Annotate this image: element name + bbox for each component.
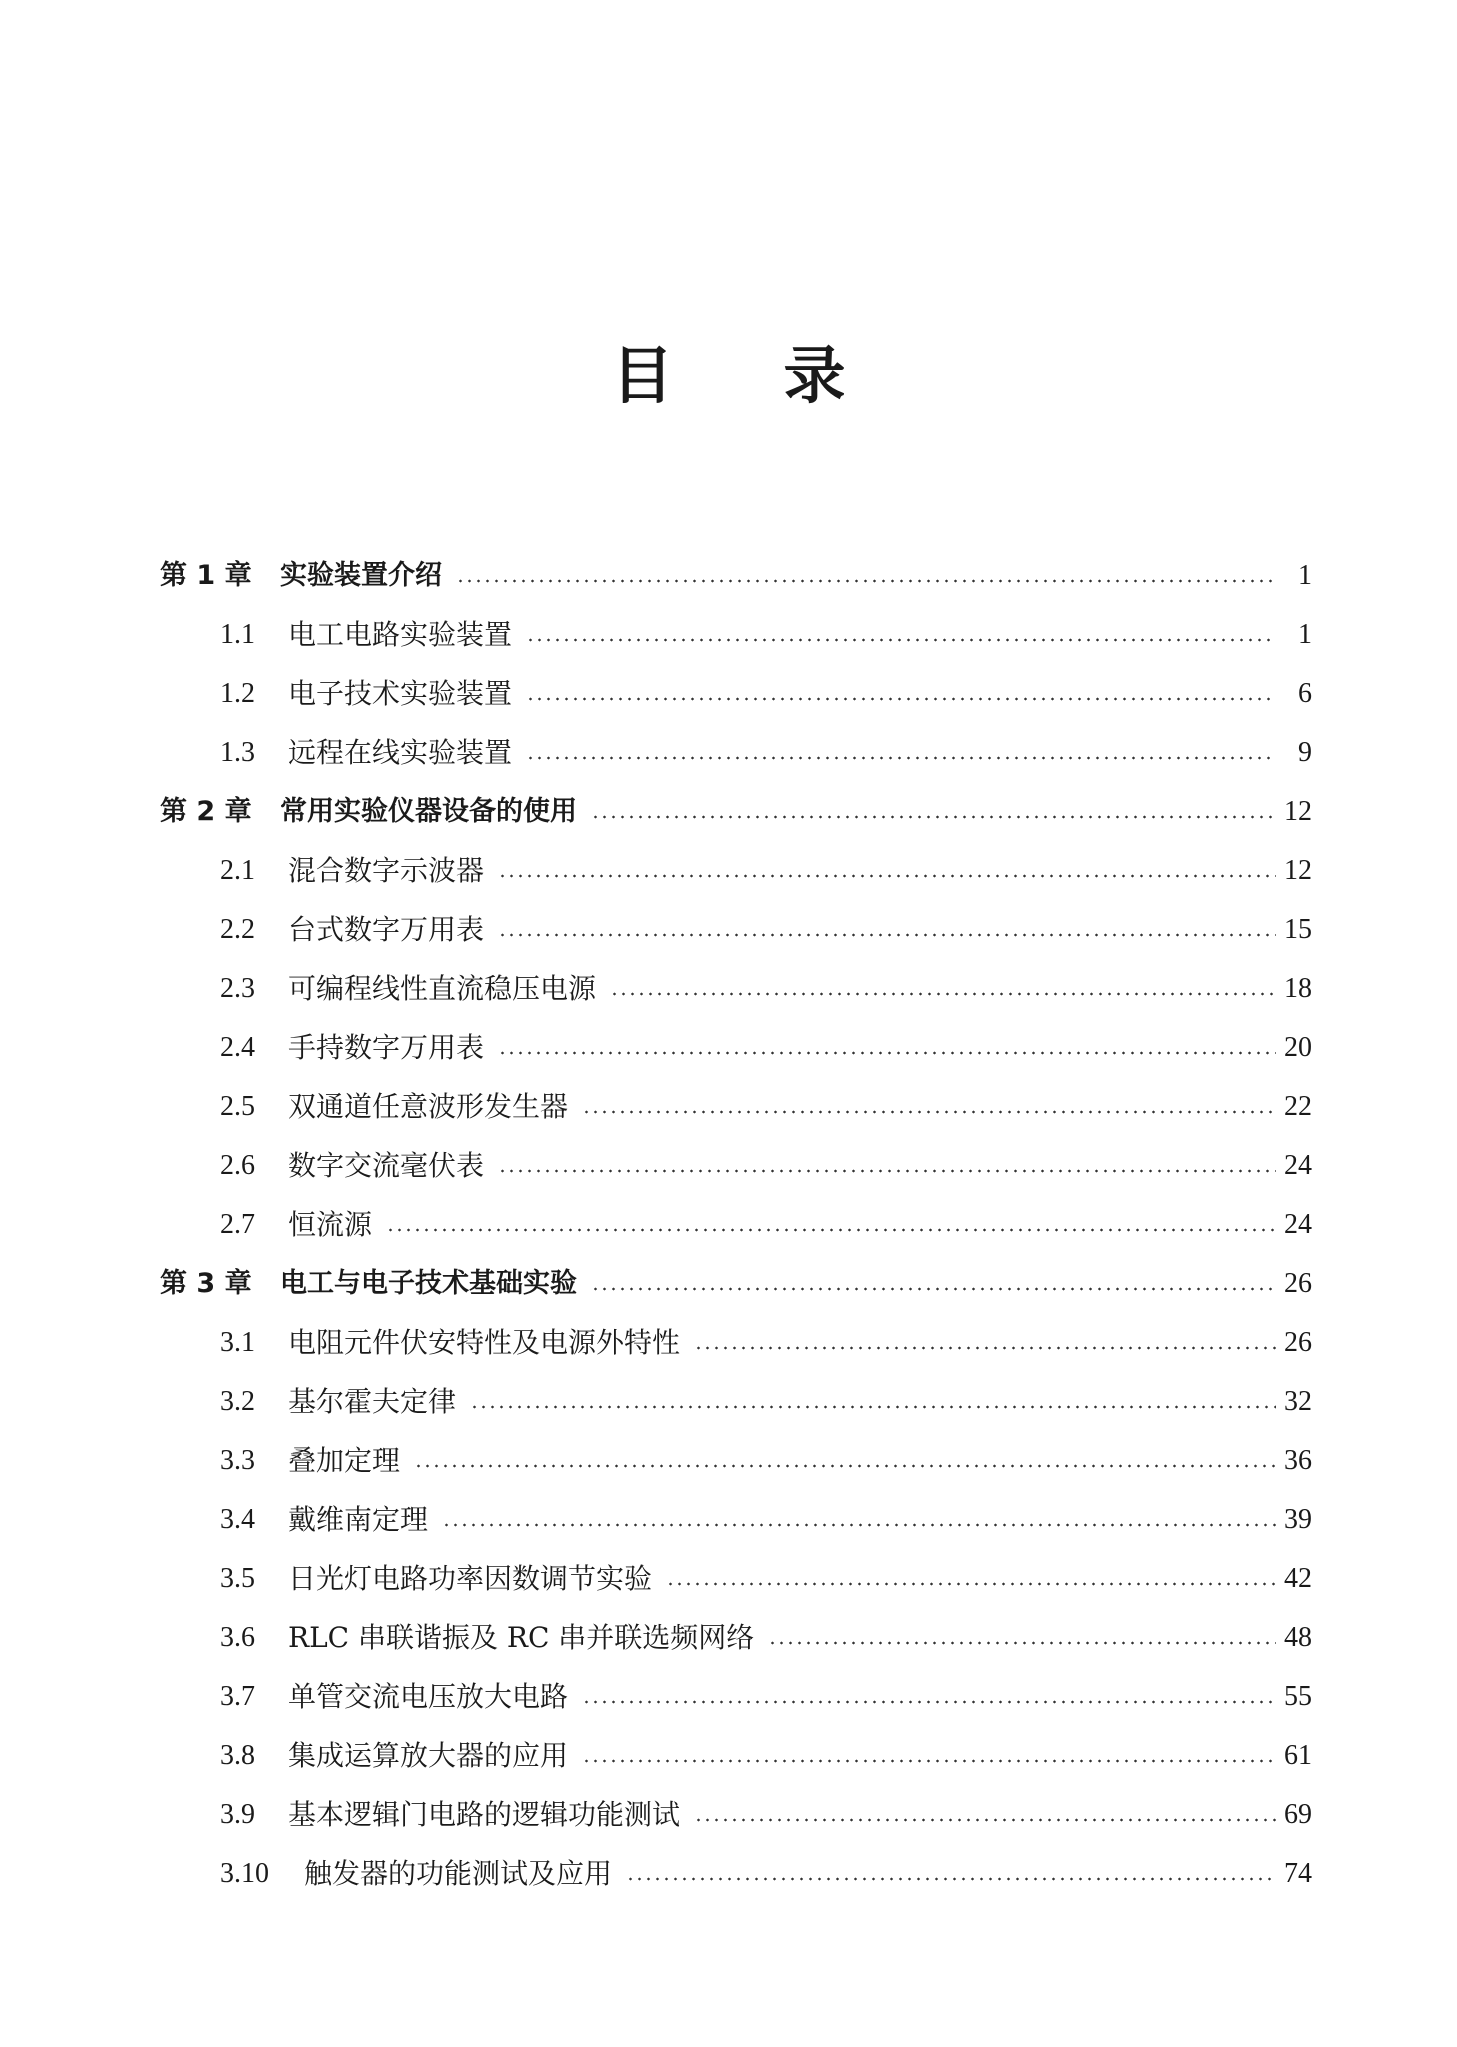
page-title-char-1: 目 [611, 339, 674, 412]
toc-page-number: 18 [1284, 972, 1312, 1004]
toc-section-3-2[interactable] [160, 1372, 1312, 1431]
toc-label: 台式数字万用表 [288, 912, 485, 946]
toc-leader-dots [526, 638, 1276, 642]
toc-leader-dots [498, 933, 1276, 937]
toc-label: 远程在线实验装置 [288, 735, 513, 769]
toc-section-2-6[interactable] [160, 1136, 1312, 1195]
toc-number: 3.1 [220, 1326, 255, 1358]
toc-number: 1.1 [220, 618, 255, 650]
toc-section-2-1[interactable] [160, 841, 1312, 900]
toc-leader-dots [626, 1877, 1276, 1881]
toc-leader-dots [414, 1464, 1276, 1468]
toc-page-number: 74 [1284, 1857, 1312, 1889]
toc-number: 2.4 [220, 1031, 255, 1063]
toc-section-1-2[interactable] [160, 664, 1312, 723]
toc-section-1-3[interactable] [160, 723, 1312, 782]
toc-page-number: 24 [1284, 1149, 1312, 1181]
toc-leader-dots [442, 1523, 1276, 1527]
toc-label: 恒流源 [288, 1207, 373, 1241]
toc-section-3-3[interactable] [160, 1431, 1312, 1490]
toc-leader-dots [582, 1110, 1276, 1114]
toc-leader-dots [526, 756, 1276, 760]
toc-section-2-3[interactable] [160, 959, 1312, 1018]
toc-section-1-1[interactable] [160, 605, 1312, 664]
toc-label: 可编程线性直流稳压电源 [288, 971, 597, 1005]
toc-page-number: 22 [1284, 1090, 1312, 1122]
toc-number: 1.3 [220, 736, 255, 768]
toc-section-3-7[interactable] [160, 1667, 1312, 1726]
toc-label: 基本逻辑门电路的逻辑功能测试 [288, 1797, 681, 1831]
toc-label: 单管交流电压放大电路 [288, 1679, 569, 1713]
toc-page-number: 20 [1284, 1031, 1312, 1063]
toc-number: 2.5 [220, 1090, 255, 1122]
toc-page-number: 1 [1298, 559, 1312, 591]
toc-number: 第 1 章 [160, 560, 252, 591]
toc-label: 集成运算放大器的应用 [288, 1738, 569, 1772]
page-title-char-2: 录 [783, 339, 846, 412]
toc-number: 第 3 章 [160, 1268, 252, 1299]
toc-page-number: 48 [1284, 1621, 1312, 1653]
toc-page-number: 39 [1284, 1503, 1312, 1535]
toc-leader-dots [694, 1818, 1276, 1822]
toc-section-2-5[interactable] [160, 1077, 1312, 1136]
toc-page-number: 26 [1284, 1326, 1312, 1358]
toc-label: RLC 串联谐振及 RC 串并联选频网络 [288, 1620, 755, 1654]
toc-leader-dots [582, 1700, 1276, 1704]
toc-page-number: 15 [1284, 913, 1312, 945]
toc-page-number: 36 [1284, 1444, 1312, 1476]
toc-page-number: 12 [1284, 854, 1312, 886]
toc-number: 2.6 [220, 1149, 255, 1181]
toc-leader-dots [456, 579, 1276, 583]
toc-number: 2.1 [220, 854, 255, 886]
toc-label: 戴维南定理 [288, 1502, 429, 1536]
toc-page-number: 1 [1298, 618, 1312, 650]
toc-number: 3.4 [220, 1503, 255, 1535]
page-title [0, 339, 1457, 412]
toc-section-3-10[interactable] [160, 1844, 1312, 1903]
toc-leader-dots [386, 1228, 1276, 1232]
toc-label: 双通道任意波形发生器 [288, 1089, 569, 1123]
toc-label: 手持数字万用表 [288, 1030, 485, 1064]
toc-leader-dots [582, 1759, 1276, 1763]
toc-section-3-8[interactable] [160, 1726, 1312, 1785]
toc-label: 混合数字示波器 [288, 853, 485, 887]
toc-section-2-4[interactable] [160, 1018, 1312, 1077]
toc-number: 3.2 [220, 1385, 255, 1417]
toc-number: 3.3 [220, 1444, 255, 1476]
toc-leader-dots [666, 1582, 1276, 1586]
toc-label: 电工与电子技术基础实验 [280, 1268, 577, 1299]
toc-section-3-1[interactable] [160, 1313, 1312, 1372]
toc-chapter-3[interactable] [160, 1254, 1312, 1313]
toc-leader-dots [498, 874, 1276, 878]
toc-page-number: 55 [1284, 1680, 1312, 1712]
toc-leader-dots [470, 1405, 1276, 1409]
toc-number: 3.5 [220, 1562, 255, 1594]
toc-label: 日光灯电路功率因数调节实验 [288, 1561, 653, 1595]
toc-label: 叠加定理 [288, 1443, 401, 1477]
toc-leader-dots [591, 1287, 1276, 1291]
toc-label: 实验装置介绍 [280, 560, 442, 591]
toc-chapter-1[interactable] [160, 546, 1312, 605]
toc-number: 1.2 [220, 677, 255, 709]
toc-label: 触发器的功能测试及应用 [304, 1856, 613, 1890]
toc-label: 常用实验仪器设备的使用 [280, 796, 577, 827]
toc-section-2-7[interactable] [160, 1195, 1312, 1254]
toc-chapter-2[interactable] [160, 782, 1312, 841]
toc-section-3-6[interactable] [160, 1608, 1312, 1667]
toc-number: 第 2 章 [160, 796, 252, 827]
toc-page-number: 9 [1298, 736, 1312, 768]
toc-number: 3.6 [220, 1621, 255, 1653]
toc-number: 3.8 [220, 1739, 255, 1771]
toc-leader-dots [591, 815, 1276, 819]
toc-page-number: 12 [1284, 795, 1312, 827]
toc-number: 2.2 [220, 913, 255, 945]
toc-leader-dots [768, 1641, 1276, 1645]
toc-page-number: 42 [1284, 1562, 1312, 1594]
toc-section-3-9[interactable] [160, 1785, 1312, 1844]
toc-page-number: 69 [1284, 1798, 1312, 1830]
toc-label: 电工电路实验装置 [288, 617, 513, 651]
toc-page-number: 6 [1298, 677, 1312, 709]
toc-leader-dots [498, 1051, 1276, 1055]
toc-section-3-5[interactable] [160, 1549, 1312, 1608]
toc-leader-dots [526, 697, 1276, 701]
toc-number: 2.3 [220, 972, 255, 1004]
toc-label: 数字交流毫伏表 [288, 1148, 485, 1182]
toc-label: 基尔霍夫定律 [288, 1384, 457, 1418]
toc-section-2-2[interactable] [160, 900, 1312, 959]
toc-page-number: 26 [1284, 1267, 1312, 1299]
toc-leader-dots [498, 1169, 1276, 1173]
toc-section-3-4[interactable] [160, 1490, 1312, 1549]
toc-label: 电阻元件伏安特性及电源外特性 [288, 1325, 681, 1359]
toc-page-number: 61 [1284, 1739, 1312, 1771]
table-of-contents [160, 546, 1312, 1903]
toc-number: 3.7 [220, 1680, 255, 1712]
toc-number: 3.9 [220, 1798, 255, 1830]
toc-page-number: 24 [1284, 1208, 1312, 1240]
toc-number: 2.7 [220, 1208, 255, 1240]
toc-leader-dots [610, 992, 1276, 996]
toc-leader-dots [694, 1346, 1276, 1350]
toc-page-number: 32 [1284, 1385, 1312, 1417]
toc-label: 电子技术实验装置 [288, 676, 513, 710]
toc-number: 3.10 [220, 1857, 269, 1889]
